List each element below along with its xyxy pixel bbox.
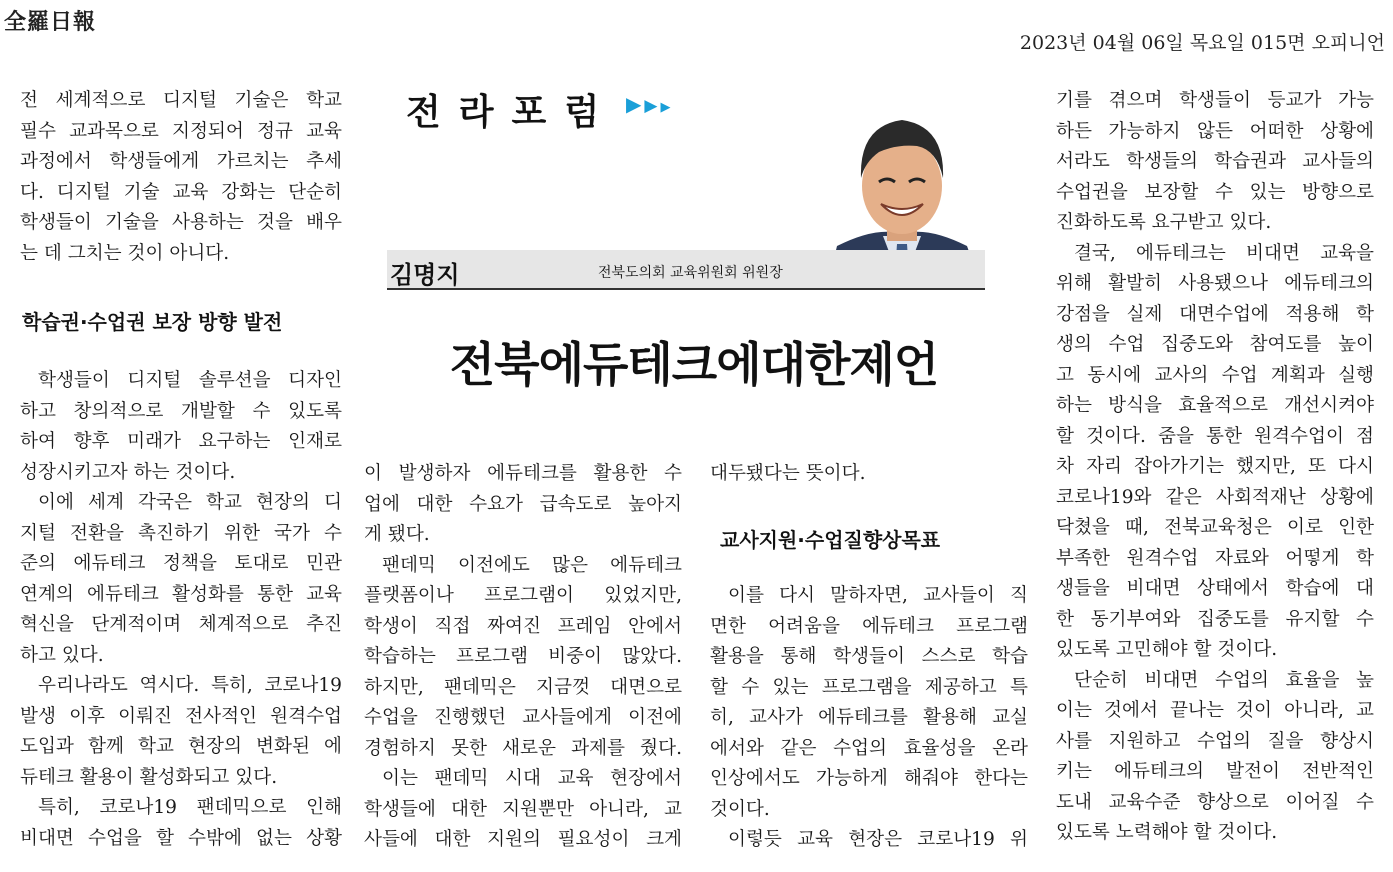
newspaper-logo: 全羅日報 (4, 10, 97, 35)
text-line: 차 자리 잡아가기는 했지만, 또 다시 (1056, 456, 1374, 477)
text-line: 과정에서 학생들에게 가르치는 추세 (20, 151, 342, 172)
text-line: 필수 교과목으로 지정되어 정규 교육 (20, 120, 342, 142)
column-3 (710, 459, 1028, 490)
text-line: 발생 이후 이뤄진 전사적인 원격수업 (20, 705, 342, 727)
arrow-icons: ▶▶▶ (626, 92, 674, 116)
forum-title: 전라포럼 (406, 92, 618, 133)
text-line: 이는 것에서 끝나는 것이 아니라, 교 (1056, 700, 1374, 721)
text-line: 학습하는 프로그램 비중이 많았다. (364, 646, 682, 667)
text-line: 강점을 실제 대면수업에 적용해 학 (1056, 303, 1374, 325)
text-line: 있도록 고민해야 할 것이다. (1056, 639, 1278, 660)
article-headline: 전북에듀테크에대한제언 (449, 338, 939, 393)
text-line: 이는 팬데믹 시대 교육 현장에서 (382, 768, 682, 789)
column-2 (364, 459, 682, 856)
text-line: 준의 에듀테크 정책을 토대로 민관 (20, 553, 342, 574)
author-title: 전북도의회 교육위원회 위원장 (598, 265, 783, 281)
text-line: 학생이 직접 짜여진 프레임 안에서 (364, 615, 682, 637)
text-line: 활용을 통해 학생들이 스스로 학습 (710, 646, 1028, 667)
subhead-2: 교사지원·수업질향상목표 (720, 528, 941, 552)
column-4 (1056, 86, 1374, 849)
text-line: 수업권을 보장할 수 있는 방향으로 (1056, 181, 1374, 203)
text-line: 하지만, 팬데믹은 지금껏 대면으로 (364, 676, 682, 698)
text-line: 전 세계적으로 디지털 기술은 학교 (20, 90, 342, 111)
text-line: 위해 활발히 사용됐으나 에듀테크의 (1056, 273, 1374, 294)
text-line: 단순히 비대면 수업의 효율을 높 (1074, 669, 1374, 691)
text-line: 학생들에 대한 지원뿐만 아니라, 교 (364, 798, 682, 820)
text-line: 키는 에듀테크의 발전이 전반적인 (1056, 761, 1374, 782)
text-line: 히, 교사가 에듀테크를 활용해 교실 (710, 707, 1028, 728)
text-line: 할 것이다. 줌을 통한 원격수업이 점 (1056, 425, 1374, 447)
text-line: 이에 세계 각국은 학교 현장의 디 (38, 492, 342, 513)
text-line: 결국, 에듀테크는 비대면 교육을 (1074, 242, 1374, 264)
author-name: 김명지 (390, 261, 460, 289)
text-line: 부족한 원격수업 자료와 어떻게 학 (1056, 547, 1374, 569)
text-line: 지털 전환을 촉진하기 위한 국가 수 (20, 522, 342, 544)
text-line: 하여 향후 미래가 요구하는 인재로 (20, 431, 342, 452)
text-line: 팬데믹 이전에도 많은 에듀테크 (382, 554, 682, 576)
text-line: 는 데 그치는 것이 아니다. (20, 242, 230, 264)
column-1 (20, 86, 342, 269)
text-line: 하는 방식을 효율적으로 개선시켜야 (1056, 395, 1374, 416)
text-line: 업에 대한 수요가 급속도로 높아지 (364, 493, 682, 515)
text-line: 진화하도록 요구받고 있다. (1056, 212, 1272, 233)
dateline: 2023년 04월 06일 목요일 015면 오피니언 (1019, 32, 1385, 54)
text-line: 수업을 진행했던 교사들에게 이전에 (364, 707, 682, 728)
text-line: 있도록 노력해야 할 것이다. (1056, 822, 1278, 843)
text-line: 코로나19와 같은 사회적재난 상황에 (1056, 486, 1374, 508)
text-line: 서라도 학생들의 학습권과 교사들의 (1056, 151, 1374, 172)
text-line: 하고 있다. (20, 644, 104, 666)
text-line: 연계의 에듀테크 활성화를 통한 교육 (20, 583, 342, 605)
text-line: 다. 디지털 기술 교육 강화는 단순히 (20, 181, 342, 203)
subhead-1: 학습권·수업권 보장 방향 발전 (22, 310, 283, 334)
text-line: 면한 어려움을 에듀테크 프로그램 (710, 615, 1028, 637)
text-line: 우리나라도 역시다. 특히, 코로나19 (38, 675, 342, 696)
column-1-body (20, 366, 342, 854)
text-line: 이 발생하자 에듀테크를 활용한 수 (364, 463, 682, 484)
text-line: 경험하지 못한 새로운 과제를 줬다. (364, 737, 682, 759)
text-line: 인상에서도 가능하게 해줘야 한다는 (710, 768, 1028, 789)
text-line: 플랫폼이나 프로그램이 있었지만, (364, 585, 682, 606)
text-line: 학생들이 디지털 솔루션을 디자인 (38, 370, 342, 391)
text-line: 하든 가능하지 않든 어떠한 상황에 (1056, 120, 1374, 142)
column-3-body (710, 581, 1028, 856)
text-line: 에서와 같은 수업의 효율성을 온라 (710, 737, 1028, 759)
text-line: 사들에 대한 지원의 필요성이 크게 (364, 829, 682, 850)
text-line: 생의 수업 집중도와 참여도를 높이 (1056, 334, 1374, 355)
text-line: 성장시키고자 하는 것이다. (20, 461, 236, 483)
text-line: 혁신을 단계적이며 체계적으로 추진 (20, 614, 342, 635)
text-line: 이렇듯 교육 현장은 코로나19 위 (728, 829, 1028, 850)
text-line: 생들을 비대면 상태에서 학습에 대 (1056, 578, 1374, 599)
text-line: 학생들이 기술을 사용하는 것을 배우 (20, 212, 342, 233)
text-line: 사를 지원하고 수업의 질을 향상시 (1056, 730, 1374, 752)
text-line: 고 동시에 교사의 수업 계획과 실행 (1056, 364, 1374, 386)
text-line: 하고 창의적으로 개발할 수 있도록 (20, 400, 342, 422)
text-line: 닥쳤을 때, 전북교육청은 이로 인한 (1056, 517, 1374, 538)
text-line: 비대면 수업을 할 수밖에 없는 상황 (20, 827, 342, 849)
text-line: 이를 다시 말하자면, 교사들이 직 (728, 585, 1028, 606)
text-line: 도입과 함께 학교 현장의 변화된 에 (20, 736, 342, 757)
text-line: 게 됐다. (364, 524, 430, 545)
text-line: 것이다. (710, 798, 770, 820)
text-line: 한 동기부여와 집중도를 유지할 수 (1056, 608, 1374, 630)
text-line: 도내 교육수준 향상으로 이어질 수 (1056, 791, 1374, 813)
text-line: 대두됐다는 뜻이다. (710, 463, 866, 484)
text-line: 기를 겪으며 학생들이 등교가 가능 (1056, 90, 1374, 111)
text-line: 특히, 코로나19 팬데믹으로 인해 (38, 797, 342, 818)
text-line: 듀테크 활용이 활성화되고 있다. (20, 766, 278, 788)
text-line: 할 수 있는 프로그램을 제공하고 특 (710, 676, 1028, 698)
